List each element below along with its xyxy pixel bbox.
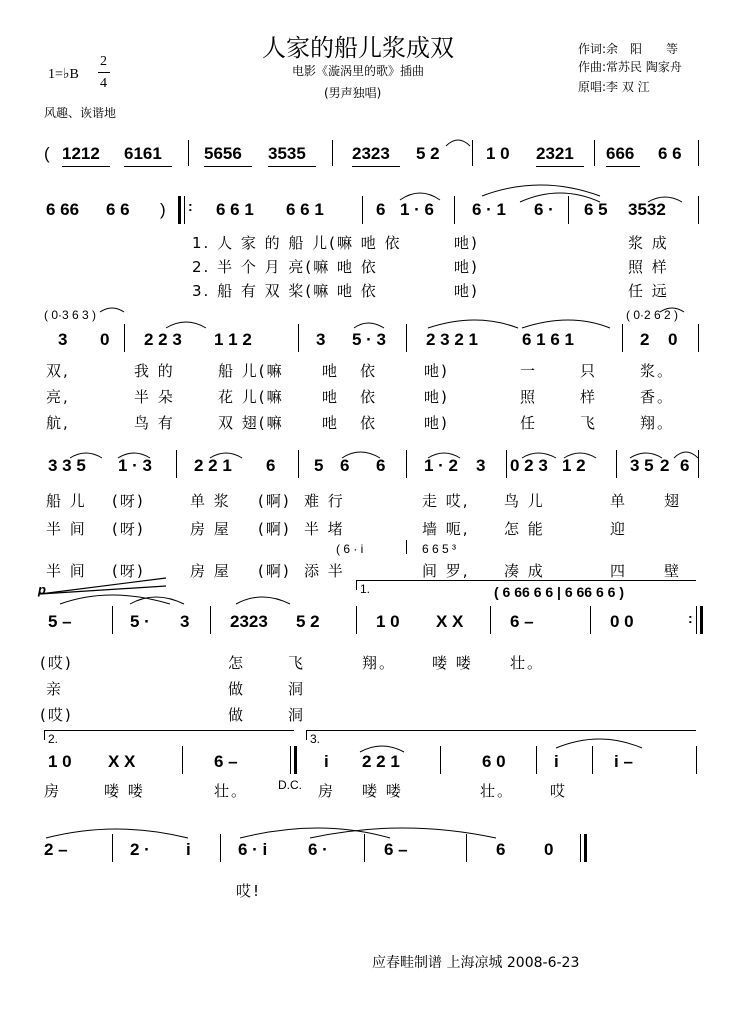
note-group: 6 6 1 [216,200,254,219]
song-title: 人家的船儿浆成双 [262,34,454,62]
key-signature: 1=♭B [48,67,79,82]
note-group: 3535 [268,144,306,163]
prefix-notes: ( 6 66 6 6 | 6 66 6 6 ) [494,584,624,600]
note-group: 1212 [62,144,100,163]
note-group: 6 [376,200,386,219]
singer-credit: 原唱:李 双 江 [578,80,650,94]
tempo-marking: 风趣、诙谐地 [44,106,117,120]
footer-credit: 应春畦制谱 上海凉城 2008-6-23 [372,955,580,971]
note-group: 666 [606,144,635,163]
note-group: 6 5 [584,200,608,219]
dynamic-marking: p [38,582,46,597]
note-group: 1 0 [486,144,510,163]
composer-credit: 作曲:常苏民 陶家舟 [578,60,682,74]
note-group: 6 · 1 [472,200,507,219]
note-group: 5656 [204,144,242,163]
note-group: 2321 [536,144,574,163]
note-group: 6 6 [106,200,130,219]
lyric-line: 2. 半 个 月 亮(嘛 吔 依 [192,258,378,276]
time-signature-bottom: 4 [100,76,107,91]
prefix-notes: ( 0·3 6 3 ) [44,308,97,322]
performance-note: (男声独唱) [324,86,382,100]
note-group: 6 6 [658,144,682,163]
note-group: 6 6 1 [286,200,324,219]
lyric-line: 1. 人 家 的 船 儿(嘛 吔 依 [192,234,402,252]
prefix-notes: ( 0·2 6 2 ) [626,308,679,322]
score-row-2: 6 66 6 6 ) : 6 6 1 6 6 1 6 1 · 6 6 · 1 6 · 6 5 3532 1. 人 家 的 船 儿(嘛 吔 依 吔) 浆 成 2. 半 个 月 亮(嘛 吔 依 吔) 照 样 3. 船 有 双 桨(嘛 吔 依 吔) 任 远 [0,196,737,296]
score-row-5: 1. ( 6 66 6 6 | 6 66 6 6 ) 5 – 5 · 3 2323 5 2 1 0 X X 6 – 0 0 : (哎) 怎 飞 翔。 喽 喽 壮。 亲 做 洞 (哎) 做 洞 [0,580,737,720]
note-group: 6161 [124,144,162,163]
lyricist-credit: 作词:余 阳 等 [578,42,679,56]
note-group: 6 · [534,200,554,219]
volta-3: 3. [310,732,321,746]
note-group: 3532 [628,200,666,219]
score-row-6: 2. 3. 1 0 X X 6 – i 2 2 1 6 0 i i – 房 喽 喽 壮。 D.C. 房 喽 喽 壮。 哎 [0,728,737,808]
note-group: 5 2 [416,144,440,163]
score-row-1: ( 1212 6161 5656 3535 2323 5 2 1 0 2321 666 6 6 [0,140,737,170]
lyric-line: 3. 船 有 双 桨(嘛 吔 依 [192,282,378,300]
time-signature-top: 2 [100,54,107,69]
note-group: 2323 [352,144,390,163]
da-capo: D.C. [278,778,302,792]
score-row-7: 2 – 2 · i 6 · i 6 · 6 – 6 0 哎! [0,832,737,902]
note-group: 1 · 6 [400,200,435,219]
aside-notes: 6 6 5 ³ [422,542,457,556]
score-row-3: ( 0·3 6 3 ) ( 0·2 6 2 ) 3 0 2 2 3 1 1 2 3 5 · 3 2 3 2 1 6 1 6 1 2 0 双, 我 的 船 儿(嘛 吔 依 吔) 一 只 浆。 亮, 半 朵 花 儿(嘛 吔 依 吔) 照 样 香。 航, 鸟 有 双 翅(嘛 吔 依 吔) 任 飞 翔。 [0,304,737,434]
volta-2: 2. [48,732,59,746]
note-group: 6 66 [46,200,80,219]
volta-1: 1. [360,582,371,596]
score-row-4: 3 3 5 1 · 3 2 2 1 6 5 6 6 1 · 2 3 0 2 3 1 2 3 5 2 6 船 儿 (呀) 单 浆 (啊) 难 行 走 哎, 鸟 儿 单 翅 半 间 (呀) 房 屋 (啊) 半 堵 墙 呃, 怎 能 迎 ( 6 · i 6 6 5 ³ 半 间 (呀) 房 屋 (啊) 添 半 间 罗, 凑 成 四 壁 p [0,448,737,588]
aside-notes: ( 6 · i [336,542,364,556]
film-subtitle: 电影《漩涡里的歌》插曲 [292,64,425,78]
